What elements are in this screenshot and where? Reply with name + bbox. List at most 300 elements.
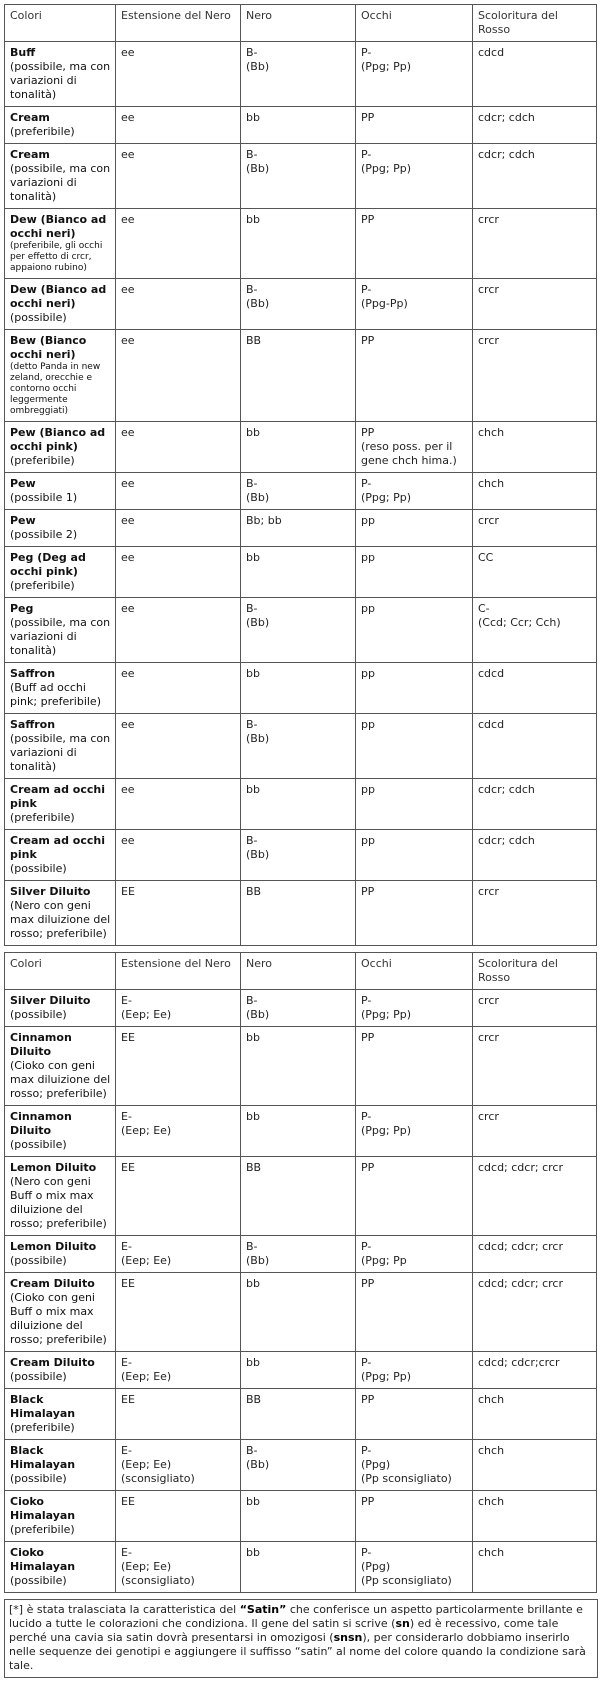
genotype-line: PP [361, 1393, 375, 1406]
estensione-nero-cell [116, 144, 241, 209]
estensione-nero-cell [116, 422, 241, 473]
occhi-cell [356, 107, 473, 144]
estensione-nero-cell [116, 990, 241, 1027]
genotype-line: crcr [478, 334, 499, 347]
genotype-line: ee [121, 213, 135, 226]
estensione-nero-cell [116, 1027, 241, 1106]
color-name: Cream [10, 111, 50, 124]
genotype-line: PP [361, 334, 375, 347]
estensione-nero-cell [116, 510, 241, 547]
genotype-line: (Pp sconsigliato) [361, 1472, 452, 1485]
nero-cell [241, 473, 356, 510]
colori-cell [5, 990, 116, 1027]
header-occhi: Occhi [356, 953, 473, 990]
genotype-line: pp [361, 514, 375, 527]
genotype-line: (Ppg; Pp) [361, 491, 411, 504]
color-note: (preferibile) [10, 579, 75, 592]
occhi-cell [356, 279, 473, 330]
nero-cell [241, 330, 356, 422]
scoloritura-rosso-cell [473, 830, 597, 881]
table-header-row [5, 5, 597, 42]
genotype-line: cdcd; cdcr; crcr [478, 1161, 563, 1174]
scoloritura-rosso-cell [473, 1491, 597, 1542]
color-name: Cream Diluito [10, 1277, 95, 1290]
color-note: (Cioko con geni max diluizione del rosso; preferibile) [10, 1059, 111, 1100]
color-name: Pew [10, 477, 36, 490]
genotype-line: (Bb) [246, 616, 270, 629]
nero-cell [241, 830, 356, 881]
color-note: (possibile, ma con variazioni di tonalità) [10, 732, 111, 773]
header-scoloritura-rosso: Scoloritura del Rosso [473, 5, 597, 42]
genotype-line: ee [121, 514, 135, 527]
nero-cell [241, 1440, 356, 1491]
occhi-cell [356, 209, 473, 279]
colori-cell [5, 830, 116, 881]
color-note: (preferibile) [10, 454, 75, 467]
genotype-line: cdcr; cdch [478, 148, 535, 161]
scoloritura-rosso-cell [473, 1542, 597, 1593]
genotype-line: (Bb) [246, 1008, 270, 1021]
table-row [5, 1027, 597, 1106]
estensione-nero-cell [116, 779, 241, 830]
occhi-cell [356, 1106, 473, 1157]
color-note: (possibile 2) [10, 528, 78, 541]
footnote-text: ) ed è recessivo, come tale perché una cavia sia satin dovrà presentarsi in omozigosi ( [9, 1617, 559, 1644]
nero-cell [241, 1389, 356, 1440]
genotype-line: (Ppg) [361, 1458, 391, 1471]
colori-cell [5, 714, 116, 779]
table-row [5, 990, 597, 1027]
genotype-line: (Eep; Ee) [121, 1370, 172, 1383]
color-note: (possibile) [10, 1574, 67, 1587]
occhi-cell [356, 1157, 473, 1236]
estensione-nero-cell [116, 598, 241, 663]
genotype-line: (reso poss. per il gene chch hima.) [361, 440, 457, 467]
genotype-line: B- [246, 46, 258, 59]
genotype-line: crcr [478, 994, 499, 1007]
header-estensione-nero: Estensione del Nero [116, 953, 241, 990]
occhi-cell [356, 422, 473, 473]
colori-cell [5, 1273, 116, 1352]
color-name: Bew (Bianco occhi neri) [10, 334, 87, 361]
scoloritura-rosso-cell [473, 144, 597, 209]
genotype-line: PP [361, 213, 375, 226]
genotype-line: (Bb) [246, 848, 270, 861]
genotype-line: P- [361, 148, 372, 161]
genotype-line: ee [121, 477, 135, 490]
nero-cell [241, 1542, 356, 1593]
genotype-line: P- [361, 1240, 372, 1253]
table-row [5, 473, 597, 510]
header-colori: Colori [5, 953, 116, 990]
genotype-line: (Ccd; Ccr; Cch) [478, 616, 561, 629]
header-nero: Nero [241, 953, 356, 990]
genotype-line: (Pp sconsigliato) [361, 1574, 452, 1587]
genotype-line: (Bb) [246, 297, 270, 310]
genotype-line: chch [478, 1546, 505, 1559]
nero-cell [241, 1106, 356, 1157]
color-note: (possibile, ma con variazioni di tonalità) [10, 60, 111, 101]
estensione-nero-cell [116, 663, 241, 714]
table-row [5, 209, 597, 279]
estensione-nero-cell [116, 830, 241, 881]
scoloritura-rosso-cell [473, 1273, 597, 1352]
genotype-line: EE [121, 1495, 135, 1508]
genotype-line: ee [121, 426, 135, 439]
nero-cell [241, 881, 356, 946]
genotype-line: E- [121, 1110, 132, 1123]
scoloritura-rosso-cell [473, 473, 597, 510]
genotype-line: (Eep; Ee) [121, 1254, 172, 1267]
footnote-gene-snsn: snsn [333, 1631, 363, 1644]
color-name: Saffron [10, 718, 56, 731]
table-row [5, 1491, 597, 1542]
colori-cell [5, 779, 116, 830]
nero-cell [241, 990, 356, 1027]
occhi-cell [356, 1027, 473, 1106]
color-name: Silver Diluito [10, 994, 91, 1007]
footnote-text: [*] è stata tralasciata la caratteristica del [9, 1603, 240, 1616]
scoloritura-rosso-cell [473, 1106, 597, 1157]
scoloritura-rosso-cell [473, 881, 597, 946]
genotype-line: (Eep; Ee) [121, 1124, 172, 1137]
genotype-line: P- [361, 1110, 372, 1123]
color-name: Black Himalayan [10, 1393, 76, 1420]
genotype-line: bb [246, 1031, 260, 1044]
genotype-line: (Bb) [246, 60, 270, 73]
estensione-nero-cell [116, 881, 241, 946]
scoloritura-rosso-cell [473, 209, 597, 279]
estensione-nero-cell [116, 547, 241, 598]
colori-cell [5, 510, 116, 547]
genotype-line: bb [246, 213, 260, 226]
genotype-line: BB [246, 1393, 262, 1406]
genotype-line: ee [121, 111, 135, 124]
table-row [5, 330, 597, 422]
genetics-document [4, 4, 600, 1678]
table-row [5, 1389, 597, 1440]
color-note: (possibile) [10, 862, 67, 875]
genotype-line: ee [121, 551, 135, 564]
occhi-cell [356, 330, 473, 422]
estensione-nero-cell [116, 1440, 241, 1491]
scoloritura-rosso-cell [473, 1157, 597, 1236]
color-table-1 [4, 4, 597, 946]
table-row [5, 1542, 597, 1593]
color-note: (possibile, ma con variazioni di tonalità) [10, 616, 111, 657]
genotype-line: (Ppg; Pp) [361, 1370, 411, 1383]
scoloritura-rosso-cell [473, 714, 597, 779]
scoloritura-rosso-cell [473, 779, 597, 830]
genotype-line: crcr [478, 283, 499, 296]
color-name: Peg [10, 602, 34, 615]
color-note: (Nero con geni max diluizione del rosso; preferibile) [10, 899, 111, 940]
scoloritura-rosso-cell [473, 1352, 597, 1389]
genotype-line: EE [121, 1031, 135, 1044]
genotype-line: B- [246, 718, 258, 731]
table-row [5, 107, 597, 144]
genotype-line: P- [361, 994, 372, 1007]
nero-cell [241, 1027, 356, 1106]
genotype-line: P- [361, 477, 372, 490]
genotype-line: (Eep; Ee) [121, 1008, 172, 1021]
genotype-line: B- [246, 994, 258, 1007]
genotype-line: ee [121, 283, 135, 296]
table-row [5, 422, 597, 473]
genotype-line: PP [361, 1495, 375, 1508]
colori-cell [5, 42, 116, 107]
genotype-line: (sconsigliato) [121, 1574, 195, 1587]
color-note: (possibile) [10, 1138, 67, 1151]
genotype-line: P- [361, 1356, 372, 1369]
table-header-row [5, 953, 597, 990]
nero-cell [241, 209, 356, 279]
genotype-line: bb [246, 667, 260, 680]
genotype-line: chch [478, 477, 505, 490]
genotype-line: (Ppg; Pp) [361, 1124, 411, 1137]
genotype-line: (Ppg; Pp [361, 1254, 407, 1267]
header-colori: Colori [5, 5, 116, 42]
genotype-line: bb [246, 1546, 260, 1559]
genotype-line: cdcd; cdcr; crcr [478, 1277, 563, 1290]
genotype-line: B- [246, 283, 258, 296]
color-note: (preferibile) [10, 1421, 75, 1434]
color-name: Buff [10, 46, 36, 59]
color-name: Cream ad occhi pink [10, 834, 105, 861]
occhi-cell [356, 473, 473, 510]
color-note: (possibile) [10, 1254, 67, 1267]
color-name: Lemon Diluito [10, 1161, 97, 1174]
scoloritura-rosso-cell [473, 1389, 597, 1440]
nero-cell [241, 422, 356, 473]
color-note: (possibile) [10, 1472, 67, 1485]
header-scoloritura-rosso: Scoloritura del Rosso [473, 953, 597, 990]
genotype-line: chch [478, 1393, 505, 1406]
estensione-nero-cell [116, 1106, 241, 1157]
color-name: Cioko Himalayan [10, 1495, 76, 1522]
color-note: (possibile) [10, 1008, 67, 1021]
header-estensione-nero: Estensione del Nero [116, 5, 241, 42]
genotype-line: BB [246, 334, 262, 347]
occhi-cell [356, 1389, 473, 1440]
colori-cell [5, 663, 116, 714]
color-table-2-body [5, 953, 597, 1593]
estensione-nero-cell [116, 1352, 241, 1389]
occhi-cell [356, 547, 473, 598]
scoloritura-rosso-cell [473, 1027, 597, 1106]
table-row [5, 144, 597, 209]
genotype-line: (Bb) [246, 491, 270, 504]
occhi-cell [356, 1440, 473, 1491]
genotype-line: cdcd [478, 718, 505, 731]
table-row [5, 1273, 597, 1352]
occhi-cell [356, 1236, 473, 1273]
genotype-line: EE [121, 1277, 135, 1290]
estensione-nero-cell [116, 42, 241, 107]
nero-cell [241, 1273, 356, 1352]
estensione-nero-cell [116, 1157, 241, 1236]
colori-cell [5, 279, 116, 330]
genotype-line: (Ppg-Pp) [361, 297, 408, 310]
genotype-line: ee [121, 718, 135, 731]
nero-cell [241, 714, 356, 779]
nero-cell [241, 598, 356, 663]
scoloritura-rosso-cell [473, 990, 597, 1027]
genotype-line: ee [121, 783, 135, 796]
colori-cell [5, 598, 116, 663]
genotype-line: (Bb) [246, 1458, 270, 1471]
color-note: (Buff ad occhi pink; preferibile) [10, 681, 101, 708]
genotype-line: cdcd; cdcr;crcr [478, 1356, 560, 1369]
genotype-line: cdcr; cdch [478, 111, 535, 124]
color-note: (possibile) [10, 311, 67, 324]
colori-cell [5, 1236, 116, 1273]
colori-cell [5, 144, 116, 209]
genotype-line: pp [361, 783, 375, 796]
genotype-line: pp [361, 602, 375, 615]
genotype-line: pp [361, 667, 375, 680]
color-name: Pew (Bianco ad occhi pink) [10, 426, 106, 453]
color-name: Dew (Bianco ad occhi neri) [10, 283, 107, 310]
occhi-cell [356, 1352, 473, 1389]
genotype-line: (sconsigliato) [121, 1472, 195, 1485]
color-note: (preferibile, gli occhi per effetto di crcr, appaiono rubino) [10, 241, 103, 273]
footnote-text: ), per considerarlo dobbiamo inserirlo nelle sequenze dei genotipi e aggiungere il suffisso “satin” al nome del colore quando la condizione sarà tale. [9, 1631, 586, 1672]
genotype-line: pp [361, 834, 375, 847]
scoloritura-rosso-cell [473, 598, 597, 663]
colori-cell [5, 1352, 116, 1389]
color-name: Cinnamon Diluito [10, 1110, 72, 1137]
color-note: (possibile 1) [10, 491, 78, 504]
genotype-line: E- [121, 1546, 132, 1559]
color-note: (possibile) [10, 1370, 67, 1383]
genotype-line: (Eep; Ee) [121, 1560, 172, 1573]
scoloritura-rosso-cell [473, 547, 597, 598]
genotype-line: CC [478, 551, 494, 564]
color-name: Black Himalayan [10, 1444, 76, 1471]
genotype-line: EE [121, 1161, 135, 1174]
genotype-line: BB [246, 1161, 262, 1174]
color-note: (Nero con geni Buff o mix max diluizione del rosso; preferibile) [10, 1175, 107, 1230]
color-note: (preferibile) [10, 125, 75, 138]
genotype-line: B- [246, 602, 258, 615]
occhi-cell [356, 714, 473, 779]
genotype-line: PP [361, 1031, 375, 1044]
color-note: (Cioko con geni Buff o mix max diluizione del rosso; preferibile) [10, 1291, 107, 1346]
genotype-line: B- [246, 1444, 258, 1457]
genotype-line: E- [121, 1240, 132, 1253]
genotype-line: EE [121, 885, 135, 898]
occhi-cell [356, 1273, 473, 1352]
genotype-line: ee [121, 602, 135, 615]
genotype-line: ee [121, 148, 135, 161]
occhi-cell [356, 779, 473, 830]
table-row [5, 779, 597, 830]
colori-cell [5, 209, 116, 279]
estensione-nero-cell [116, 279, 241, 330]
genotype-line: bb [246, 1277, 260, 1290]
table-row [5, 881, 597, 946]
genotype-line: cdcd [478, 667, 505, 680]
table-row [5, 663, 597, 714]
colori-cell [5, 1542, 116, 1593]
colori-cell [5, 1027, 116, 1106]
occhi-cell [356, 881, 473, 946]
genotype-line: bb [246, 551, 260, 564]
genotype-line: B- [246, 1240, 258, 1253]
table-row [5, 510, 597, 547]
genotype-line: C- [478, 602, 490, 615]
table-row [5, 279, 597, 330]
genotype-line: ee [121, 834, 135, 847]
table-row [5, 714, 597, 779]
color-name: Peg (Deg ad occhi pink) [10, 551, 86, 578]
genotype-line: P- [361, 1444, 372, 1457]
nero-cell [241, 510, 356, 547]
color-name: Silver Diluito [10, 885, 91, 898]
color-note: (preferibile) [10, 1523, 75, 1536]
genotype-line: bb [246, 783, 260, 796]
colori-cell [5, 1106, 116, 1157]
estensione-nero-cell [116, 1491, 241, 1542]
colori-cell [5, 330, 116, 422]
colori-cell [5, 881, 116, 946]
genotype-line: PP [361, 885, 375, 898]
footnote-text: che conferisce un aspetto particolarmente brillante e lucido a tutte le colorazioni che condiziona. Il gene del satin si scrive ( [9, 1603, 583, 1630]
satin-footnote [4, 1599, 598, 1678]
color-note: (preferibile) [10, 811, 75, 824]
scoloritura-rosso-cell [473, 107, 597, 144]
nero-cell [241, 1352, 356, 1389]
color-name: Cioko Himalayan [10, 1546, 76, 1573]
table-row [5, 598, 597, 663]
genotype-line: PP [361, 1161, 375, 1174]
estensione-nero-cell [116, 473, 241, 510]
genotype-line: pp [361, 718, 375, 731]
genotype-line: bb [246, 426, 260, 439]
genotype-line: EE [121, 1393, 135, 1406]
genotype-line: (Ppg; Pp) [361, 60, 411, 73]
genotype-line: E- [121, 1356, 132, 1369]
estensione-nero-cell [116, 107, 241, 144]
genotype-line: bb [246, 1356, 260, 1369]
estensione-nero-cell [116, 714, 241, 779]
genotype-line: E- [121, 994, 132, 1007]
scoloritura-rosso-cell [473, 1236, 597, 1273]
footnote-gene-sn: sn [395, 1617, 410, 1630]
genotype-line: ee [121, 334, 135, 347]
estensione-nero-cell [116, 1236, 241, 1273]
genotype-line: chch [478, 1444, 505, 1457]
occhi-cell [356, 1491, 473, 1542]
occhi-cell [356, 663, 473, 714]
table-row [5, 1106, 597, 1157]
genotype-line: P- [361, 1546, 372, 1559]
color-name: Lemon Diluito [10, 1240, 97, 1253]
color-name: Dew (Bianco ad occhi neri) [10, 213, 107, 240]
estensione-nero-cell [116, 1389, 241, 1440]
genotype-line: chch [478, 426, 505, 439]
genotype-line: P- [361, 46, 372, 59]
genotype-line: cdcr; cdch [478, 783, 535, 796]
estensione-nero-cell [116, 1273, 241, 1352]
header-occhi: Occhi [356, 5, 473, 42]
genotype-line: PP [361, 426, 375, 439]
genotype-line: (Ppg; Pp) [361, 162, 411, 175]
genotype-line: chch [478, 1495, 505, 1508]
estensione-nero-cell [116, 209, 241, 279]
genotype-line: (Eep; Ee) [121, 1458, 172, 1471]
